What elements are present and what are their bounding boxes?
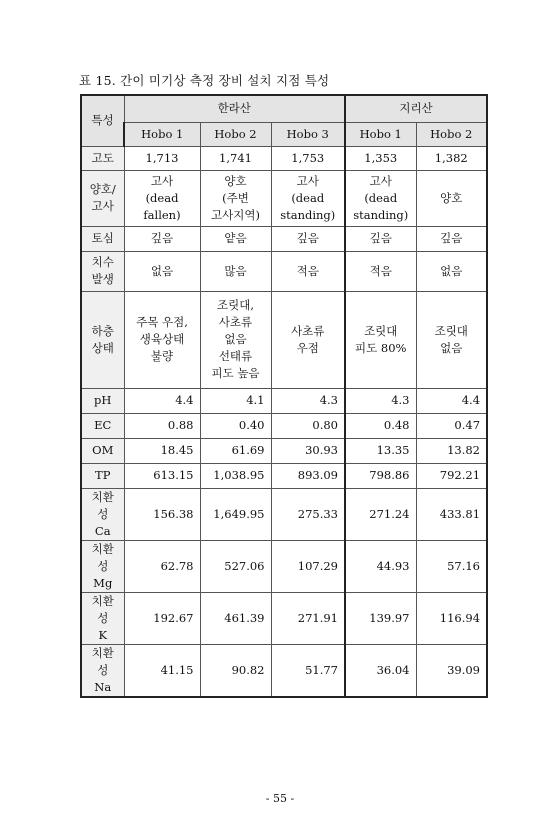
row-label-line: 치환성 [91,489,114,521]
row-label [81,146,124,170]
cell-line: standing) [353,207,409,222]
cell-line: 조릿대 [434,323,468,338]
table-cell: 깊음 [124,226,200,251]
row-label-line: 고도 [91,150,114,165]
table-cell: 116.94 [416,592,487,644]
table-cell: 1,649.95 [200,488,271,540]
table-cell: 0.48 [345,413,416,438]
cell-line: 고사 [296,173,319,188]
table-caption: 표 15. 간이 미기상 측정 장비 설치 지점 특성 [79,73,330,88]
table-cell: 57.16 [416,540,487,592]
row-label [81,540,124,592]
cell-line: 양호 [440,190,463,205]
cell-line: 고사 [150,173,174,188]
row-label-header: 특성 [81,95,124,146]
table-body [81,146,487,697]
cell-line: 조릿대, [217,298,254,312]
table-cell: 62.78 [124,540,200,592]
table-row [81,291,487,388]
table-cell: 없음 [416,251,487,291]
row-label-line: pH [94,393,112,407]
row-label-line: K [98,627,108,642]
table-cell: 깊음 [416,226,487,251]
table-cell: 461.39 [200,592,271,644]
cell-line: 주목 우점, [136,315,188,329]
row-label-line: OM [92,443,114,457]
row-label [81,438,124,463]
table-row [81,540,487,592]
cell-line: (주변 [222,190,249,205]
table-cell [200,291,271,388]
table-cell: 0.47 [416,413,487,438]
device-header: Hobo 3 [271,122,345,146]
table-cell: 613.15 [124,463,200,488]
table-row [81,463,487,488]
table-cell: 1,353 [345,146,416,170]
table-row [81,226,487,251]
table-cell: 적음 [271,251,345,291]
site-header-jirisan: 지리산 [345,95,487,122]
table-cell: 44.93 [345,540,416,592]
table-cell: 1,753 [271,146,345,170]
table-cell: 792.21 [416,463,487,488]
table-row [81,592,487,644]
cell-line: 고사지역) [211,207,260,222]
cell-line: fallen) [143,207,181,222]
table-cell: 1,713 [124,146,200,170]
cell-line: 생육상태 [139,332,185,346]
row-label-line: 치수 [91,255,114,269]
site-header-hallasan: 한라산 [124,95,345,122]
table-cell: 깊음 [345,226,416,251]
table-row [81,251,487,291]
table-cell: 많음 [200,251,271,291]
table-cell: 4.3 [345,388,416,413]
row-label-line: 치환성 [91,645,114,677]
table-cell: 107.29 [271,540,345,592]
row-label-line: 치환성 [91,593,114,625]
page-number: - 55 - [265,792,295,805]
row-label [81,388,124,413]
table-cell [124,170,200,226]
table-row [81,413,487,438]
cell-line: standing) [280,207,336,222]
table-cell: 없음 [124,251,200,291]
table-cell [271,291,345,388]
table-row [81,146,487,170]
row-label-line: 양호/ [89,182,116,196]
cell-line: 양호 [224,173,247,188]
row-label-line: 발생 [91,272,114,286]
cell-line: 고사 [369,173,392,188]
device-header: Hobo 2 [200,122,271,146]
table-cell: 433.81 [416,488,487,540]
cell-line: 없음 [440,340,463,355]
device-header: Hobo 2 [416,122,487,146]
table-cell: 527.06 [200,540,271,592]
table-cell: 1,741 [200,146,271,170]
row-label-line: 토심 [91,231,114,245]
table-cell [416,170,487,226]
table-cell [124,291,200,388]
cell-line: 불량 [150,349,174,363]
cell-line: 피도 높음 [211,366,260,380]
row-label [81,413,124,438]
table-cell: 893.09 [271,463,345,488]
table-cell [271,170,345,226]
table-cell: 1,382 [416,146,487,170]
table-cell: 798.86 [345,463,416,488]
cell-line: 사초류 [291,323,325,338]
site-characteristics-table [80,94,488,698]
row-label [81,170,124,226]
cell-line: 우점 [296,340,319,355]
table-row [81,438,487,463]
device-header: Hobo 1 [124,122,200,146]
cell-line: (dead [364,190,398,205]
table-cell: 얕음 [200,226,271,251]
table-cell: 275.33 [271,488,345,540]
row-label-line: 상태 [91,340,114,355]
row-label-line: Na [94,679,112,694]
row-label-line: Ca [94,523,111,538]
cell-line: (dead [291,190,325,205]
row-label-line: Mg [93,575,113,590]
table-cell: 깊음 [271,226,345,251]
row-label [81,463,124,488]
table-cell: 13.35 [345,438,416,463]
table-cell: 30.93 [271,438,345,463]
table-cell: 36.04 [345,644,416,697]
table-cell: 4.3 [271,388,345,413]
cell-line: 조릿대 [364,323,398,338]
table-cell: 271.24 [345,488,416,540]
table-cell: 13.82 [416,438,487,463]
table-cell: 18.45 [124,438,200,463]
table-row [81,644,487,697]
table-cell: 90.82 [200,644,271,697]
table-row [81,488,487,540]
table-cell: 41.15 [124,644,200,697]
table-cell: 0.88 [124,413,200,438]
row-label-line: 치환성 [91,541,114,573]
table-cell: 139.97 [345,592,416,644]
table-row [81,170,487,226]
table-cell: 적음 [345,251,416,291]
row-label-line: 하층 [91,323,114,338]
row-label [81,251,124,291]
row-label [81,226,124,251]
cell-line: (dead [145,190,179,205]
table-cell: 39.09 [416,644,487,697]
table-cell: 156.38 [124,488,200,540]
cell-line: 없음 [224,332,247,346]
table-cell: 271.91 [271,592,345,644]
table-cell [200,170,271,226]
device-header: Hobo 1 [345,122,416,146]
row-label-line: EC [94,418,112,432]
cell-line: 선태류 [218,349,253,363]
row-label [81,644,124,697]
table-cell: 51.77 [271,644,345,697]
table-cell: 1,038.95 [200,463,271,488]
table-cell: 192.67 [124,592,200,644]
table-cell: 4.4 [124,388,200,413]
table-cell: 4.4 [416,388,487,413]
cell-line: 사초류 [218,315,253,329]
row-label-line: 고사 [91,199,114,213]
table-cell: 61.69 [200,438,271,463]
table-cell: 0.40 [200,413,271,438]
row-label [81,592,124,644]
table-cell [345,291,416,388]
table-cell [416,291,487,388]
row-label-line: TP [95,468,111,482]
table-cell: 0.80 [271,413,345,438]
cell-line: 피도 80% [355,340,407,355]
table-row [81,388,487,413]
table-cell: 4.1 [200,388,271,413]
table-cell [345,170,416,226]
row-label [81,488,124,540]
row-label [81,291,124,388]
